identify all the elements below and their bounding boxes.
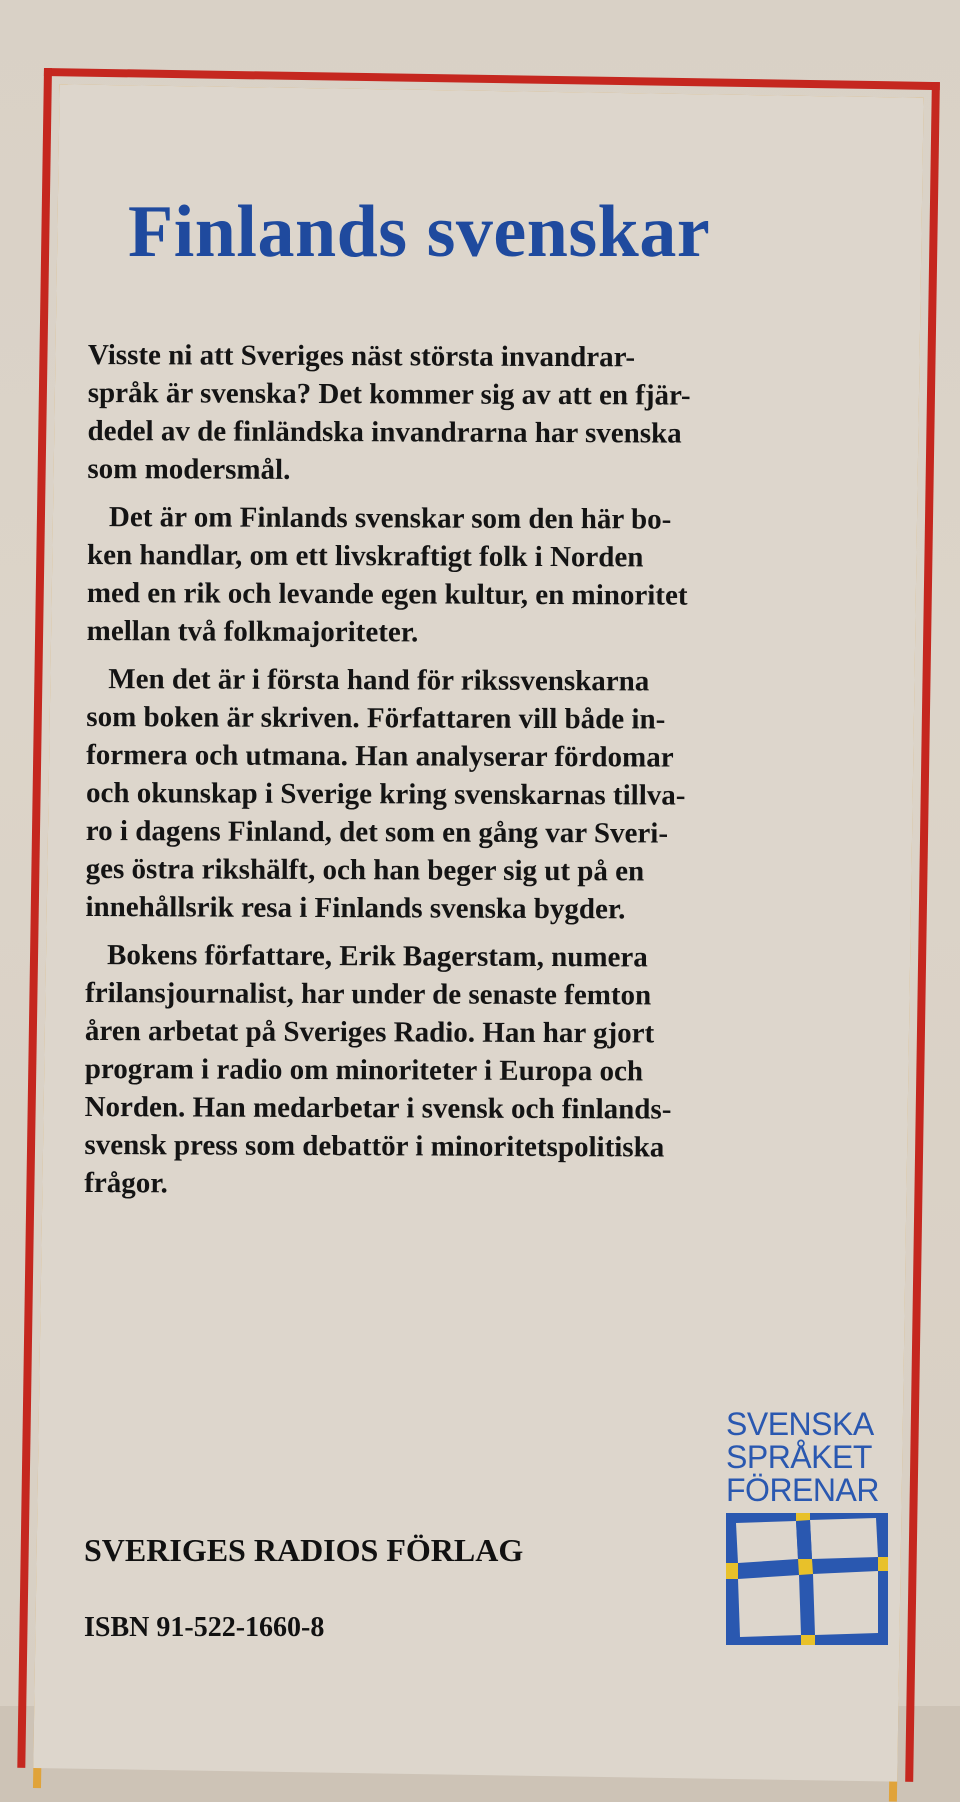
blurb-text xyxy=(84,336,878,1215)
text-line: Norden. Han medarbetar i svensk och finlands- xyxy=(84,1090,672,1126)
publisher-name: SVERIGES RADIOS FÖRLAG xyxy=(84,1532,524,1568)
text-line: Visste ni att Sveriges näst största invandrar- xyxy=(87,338,636,374)
text-line: svensk press som debattör i minoritetspolitiska xyxy=(84,1128,665,1164)
text-line: språk är svenska? Det kommer sig av att en fjär- xyxy=(87,376,691,412)
text-line: ges östra rikshälft, och han beger sig ut på en xyxy=(85,852,645,888)
text-line: mellan två folkmajoriteter. xyxy=(86,614,419,649)
logo-text-line-2: SPRÅKET xyxy=(726,1439,872,1475)
text-line: Det är om Finlands svenskar som den här bo- xyxy=(87,500,672,536)
text-line: med en rik och levande egen kultur, en minoritet xyxy=(86,576,688,612)
text-line: innehållsrik resa i Finlands svenska bygder. xyxy=(85,890,626,926)
text-line: som modersmål. xyxy=(87,452,291,486)
blurb-paragraph-1 xyxy=(87,336,878,491)
text-line: åren arbetat på Sveriges Radio. Han har gjort xyxy=(84,1014,655,1050)
text-line: som boken är skriven. Författaren vill både in- xyxy=(86,700,666,736)
logo-text-line-3: FÖRENAR xyxy=(726,1472,879,1508)
text-line: formera och utmana. Han analyserar fördomar xyxy=(86,738,674,774)
logo-text-line-1: SVENSKA xyxy=(726,1406,874,1442)
text-line: frilansjournalist, har under de senaste femton xyxy=(85,976,652,1012)
text-line: Bokens författare, Erik Bagerstam, numera xyxy=(85,938,648,974)
blurb-paragraph-2 xyxy=(87,498,878,653)
text-line: program i radio om minoriteter i Europa och xyxy=(84,1052,644,1088)
book-title: Finlands svenskar xyxy=(128,191,711,273)
text-line: frågor. xyxy=(84,1166,168,1200)
text-line: Men det är i första hand för rikssvenskarna xyxy=(86,662,650,698)
svenska-spraket-forenar-logo xyxy=(726,1408,896,1645)
text-line: ro i dagens Finland, det som en gång var Sveri- xyxy=(85,814,669,850)
text-line: och okunskap i Sverige kring svenskarnas tillva- xyxy=(85,776,686,812)
isbn-number: ISBN 91-522-1660-8 xyxy=(84,1612,325,1643)
finnish-swedish-flag-icon xyxy=(726,1513,888,1645)
blurb-paragraph-4 xyxy=(84,936,875,1205)
text-line: ken handlar, om ett livskraftigt folk i Norden xyxy=(86,538,644,574)
blurb-paragraph-3 xyxy=(85,660,876,929)
text-line: dedel av de finländska invandrarna har svenska xyxy=(87,414,682,450)
